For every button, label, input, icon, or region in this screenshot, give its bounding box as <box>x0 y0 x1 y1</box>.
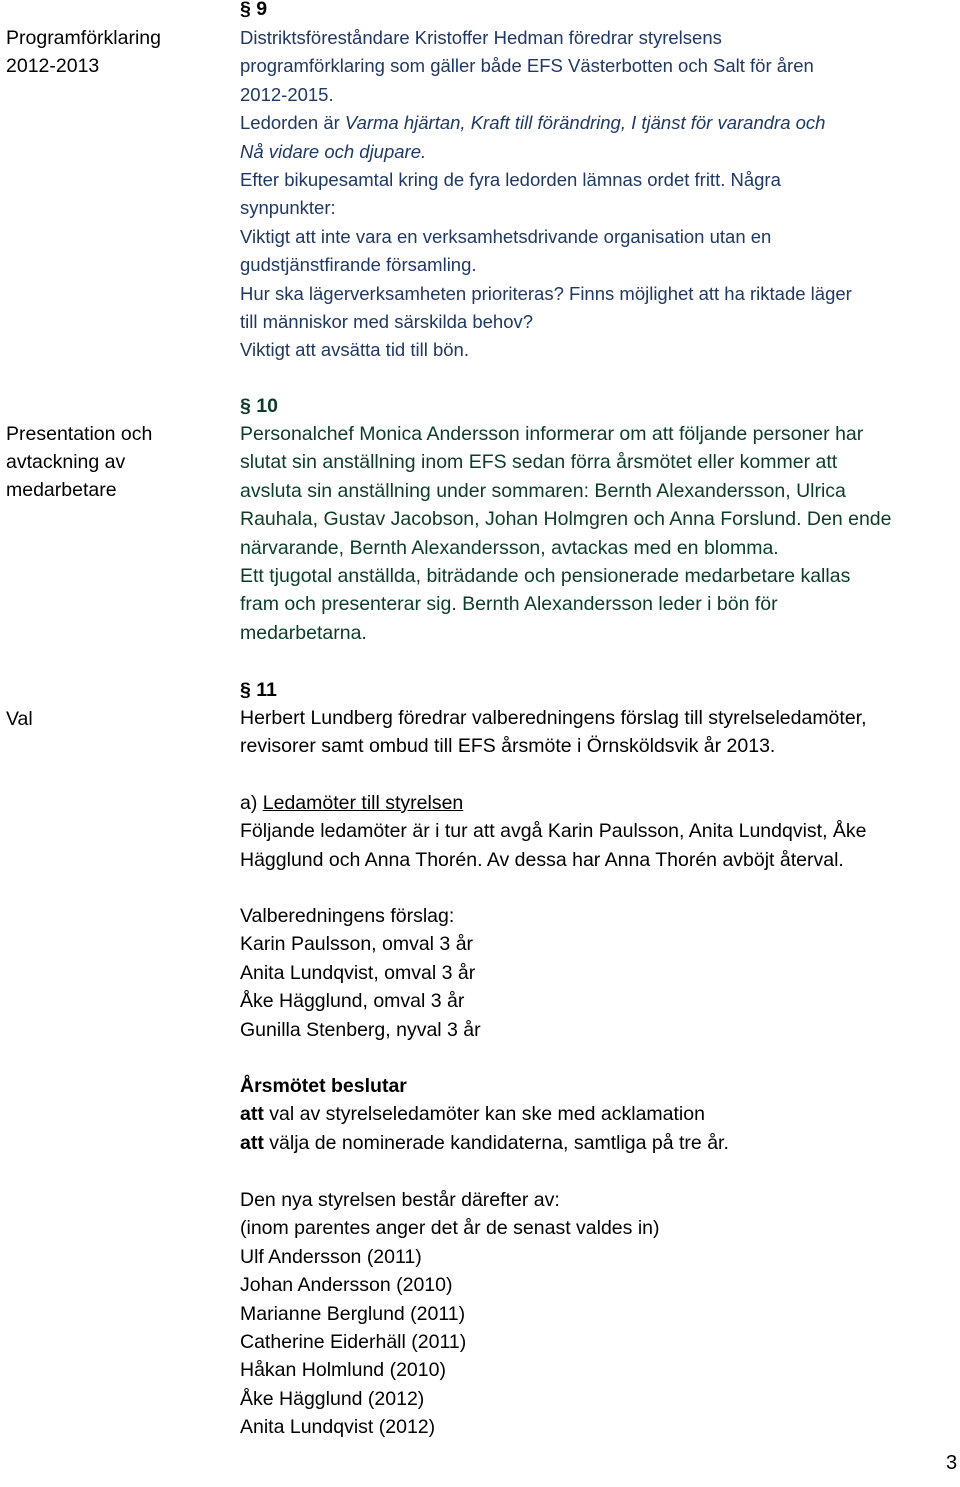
page-number: 3 <box>946 1452 958 1474</box>
paragraph-line: Håkan Holmlund (2010) <box>240 1359 446 1382</box>
paragraph-line: Följande ledamöter är i tur att avgå Karin Paulsson, Anita Lundqvist, Åke <box>240 820 867 843</box>
ledorden-italic: Varma hjärtan, Kraft till förändring, I tjänst för varandra och <box>344 112 826 134</box>
beslut-text: välja de nominerade kandidaterna, samtliga på tre år. <box>263 1131 729 1154</box>
paragraph-line: Den nya styrelsen består därefter av: <box>240 1189 560 1211</box>
section-11-heading: § 11 <box>240 679 277 701</box>
paragraph-line: Distriktsföreståndare Kristoffer Hedman föredrar styrelsens <box>240 27 722 48</box>
ledorden-prefix: Ledorden är <box>240 112 345 134</box>
paragraph-line: Karin Paulsson, omval 3 år <box>240 933 474 956</box>
arsmote-beslutar <box>240 1072 956 1157</box>
paragraph-line: Catherine Eiderhäll (2011) <box>240 1331 467 1354</box>
paragraph-line: Hur ska lägerverksamheten prioriteras? Finns möjlighet att ha riktade läger <box>240 282 852 304</box>
paragraph-line: avsluta sin anställning under sommaren: Bernth Alexandersson, Ulrica <box>240 479 846 502</box>
ledorden-italic: Nå vidare och djupare. <box>240 140 427 162</box>
section-9-heading: § 9 <box>240 0 268 20</box>
side-label-line: Presentation och <box>6 423 153 445</box>
beslut-text: val av styrelseledamöter kan ske med acklamation <box>263 1103 705 1126</box>
side-label-line: 2012-2013 <box>6 55 100 77</box>
subheading-underlined: Ledamöter till styrelsen <box>262 792 464 814</box>
ledorden-line-2 <box>240 138 956 166</box>
paragraph-line: närvarande, Bernth Alexandersson, avtackas med en blomma. <box>240 536 779 559</box>
paragraph-line: Viktigt att avsätta tid till bön. <box>240 339 469 361</box>
ledorden-line <box>240 109 956 137</box>
side-label-presentation <box>6 420 152 504</box>
paragraph-line: Personalchef Monica Andersson informerar om att följande personer har <box>240 423 864 445</box>
beslut-heading: Årsmötet beslutar <box>240 1075 407 1097</box>
side-label-programforklaring <box>6 24 161 80</box>
paragraph-line: Herbert Lundberg föredrar valberedningens förslag till styrelseledamöter, <box>240 707 867 729</box>
paragraph-line: Åke Hägglund, omval 3 år <box>240 990 465 1013</box>
section-11-a <box>240 789 956 874</box>
nya-styrelsen <box>240 1186 956 1442</box>
subheading-prefix: a) <box>240 792 263 814</box>
beslut-att: att <box>240 1103 264 1126</box>
paragraph-line: Ett tjugotal anställda, biträdande och pensionerade medarbetare kallas <box>240 565 851 588</box>
subheading-a <box>240 789 956 817</box>
paragraph-line: gudstjänstfirande församling. <box>240 254 477 276</box>
section-11-intro <box>240 704 956 761</box>
beslut-item <box>240 1129 956 1157</box>
paragraph-line: Viktigt att inte vara en verksamhetsdrivande organisation utan en <box>240 225 772 247</box>
paragraph-line: Valberedningens förslag: <box>240 905 455 927</box>
valberedning-forslag <box>240 902 956 1044</box>
paragraph-line: till människor med särskilda behov? <box>240 311 534 333</box>
side-label-line: medarbetare <box>6 479 117 501</box>
paragraph-line: revisorer samt ombud till EFS årsmöte i Örnsköldsvik år 2013. <box>240 735 776 758</box>
section-10-body <box>240 420 956 647</box>
paragraph-line: Hägglund och Anna Thorén. Av dessa har Anna Thorén avböjt återval. <box>240 848 844 871</box>
paragraph-line: Gunilla Stenberg, nyval 3 år <box>240 1018 481 1041</box>
paragraph-line: fram och presenterar sig. Bernth Alexandersson leder i bön för <box>240 593 778 616</box>
paragraph-line: Efter bikupesamtal kring de fyra ledorden lämnas ordet fritt. Några <box>240 169 781 191</box>
beslut-item <box>240 1100 956 1128</box>
paragraph-line: programförklaring som gäller både EFS Västerbotten och Salt för åren <box>240 55 814 77</box>
paragraph-line: Anita Lundqvist, omval 3 år <box>240 961 476 984</box>
paragraph-line: 2012-2015. <box>240 83 334 105</box>
beslut-att: att <box>240 1131 264 1154</box>
side-label-line: Programförklaring <box>6 27 161 49</box>
side-label-line: Val <box>6 708 33 730</box>
side-label-line: avtackning av <box>6 451 126 473</box>
paragraph-line: Rauhala, Gustav Jacobson, Johan Holmgren och Anna Forslund. Den ende <box>240 508 892 531</box>
paragraph-line: synpunkter: <box>240 197 336 219</box>
paragraph-line: (inom parentes anger det år de senast valdes in) <box>240 1217 660 1240</box>
beslut-heading-line <box>240 1072 956 1100</box>
paragraph-line: Anita Lundqvist (2012) <box>240 1416 436 1439</box>
side-label-val <box>6 705 33 733</box>
section-10-heading: § 10 <box>240 395 278 417</box>
paragraph-line: Marianne Berglund (2011) <box>240 1302 466 1325</box>
paragraph-line: Ulf Andersson (2011) <box>240 1245 422 1268</box>
paragraph-line: slutat sin anställning inom EFS sedan förra årsmötet eller kommer att <box>240 451 838 474</box>
section-9-body <box>240 24 956 365</box>
paragraph-line: Åke Hägglund (2012) <box>240 1387 425 1410</box>
paragraph-line: Johan Andersson (2010) <box>240 1274 453 1297</box>
paragraph-line: medarbetarna. <box>240 621 367 644</box>
